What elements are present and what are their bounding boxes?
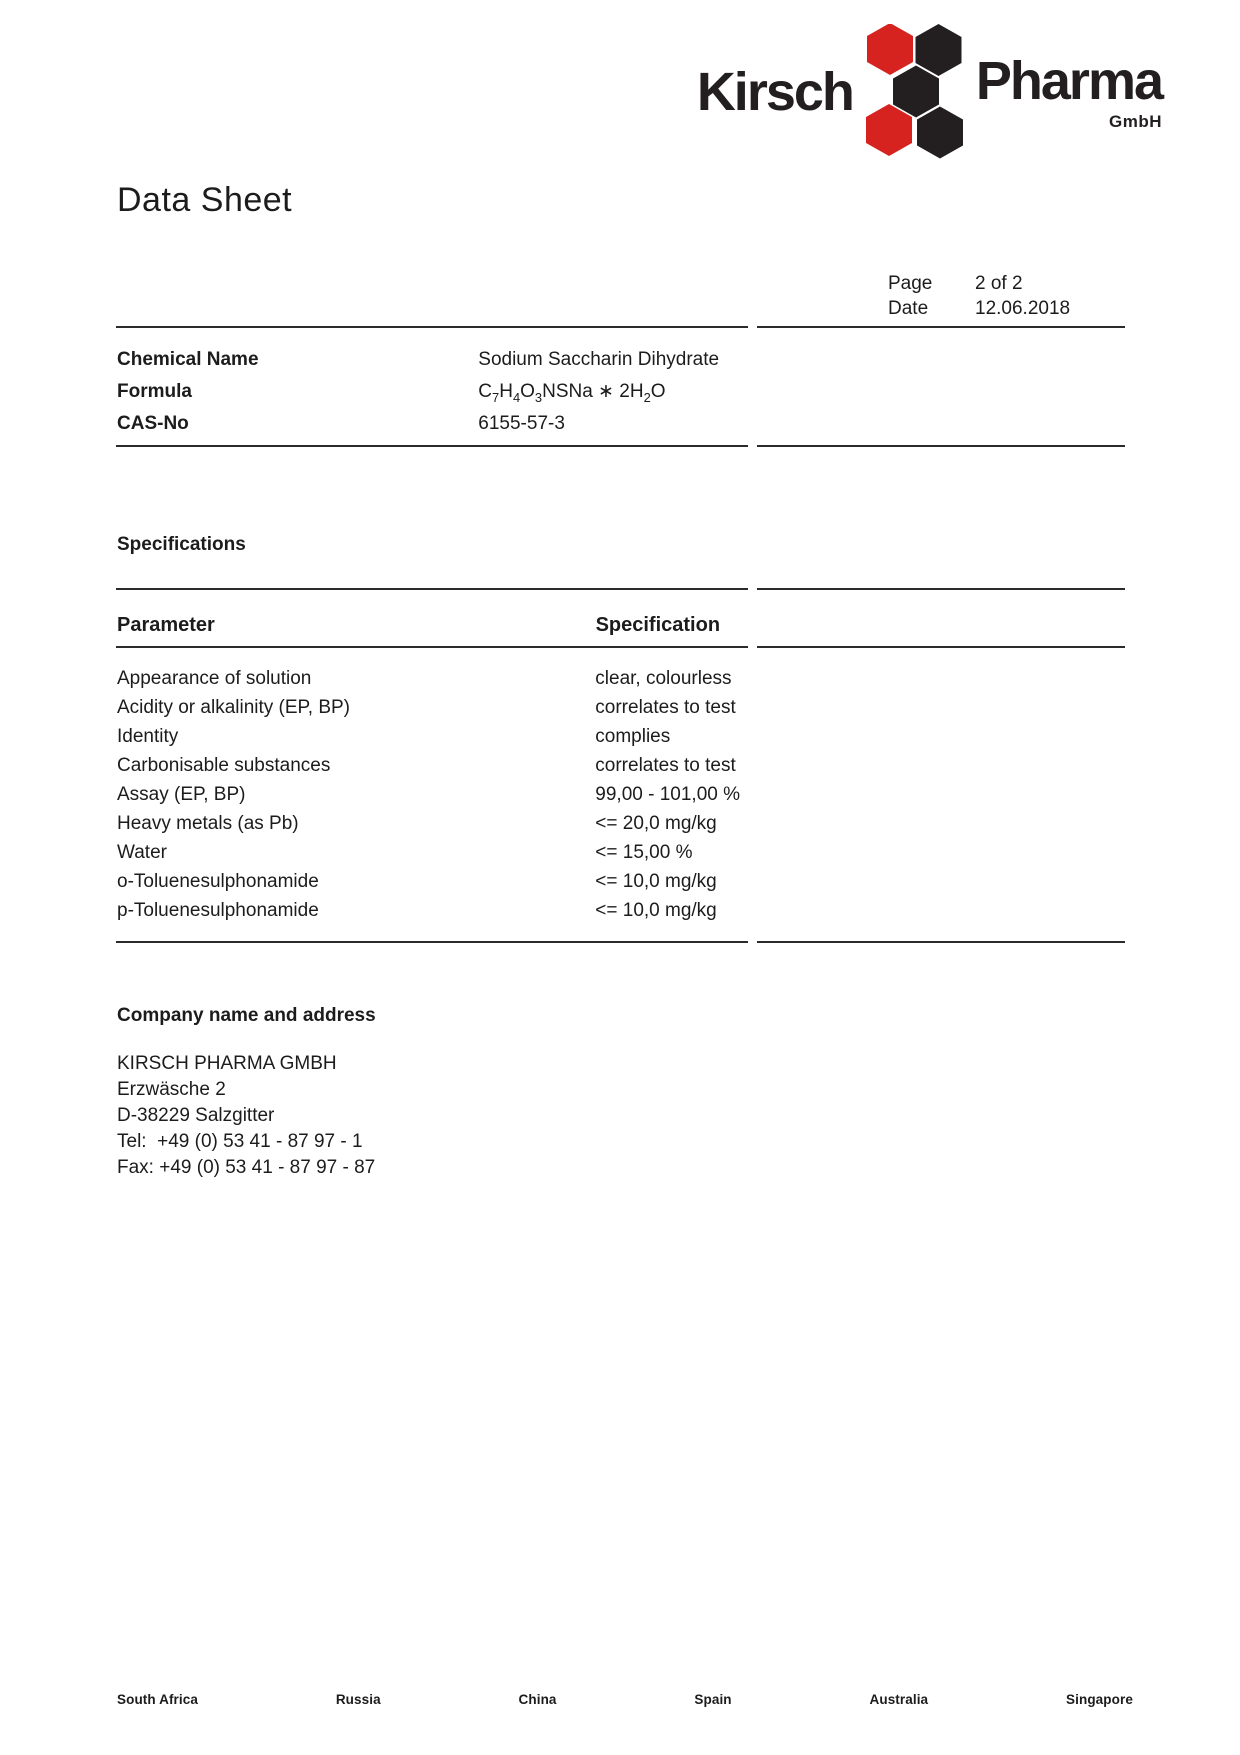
specifications-heading: Specifications	[117, 534, 246, 555]
specification-cell: correlates to test	[595, 755, 736, 776]
parameter-cell: Acidity or alkalinity (EP, BP)	[117, 697, 351, 718]
date-value: 12.06.2018	[975, 298, 1071, 319]
parameter-cell: o-Toluenesulphonamide	[117, 871, 319, 892]
formula-value: $C_7H_4O_3NSNa$ ∗ $2H_2O$	[478, 381, 666, 405]
header-divider-right	[757, 326, 1125, 328]
table-row	[117, 900, 1125, 922]
table-row	[117, 871, 1125, 893]
cas-no-label: CAS-No	[117, 413, 189, 434]
table-top-divider-left	[116, 588, 748, 590]
page-meta-block	[888, 271, 1070, 321]
table-header-divider-left	[116, 646, 748, 648]
table-row	[117, 784, 1125, 806]
chemical-divider-right	[757, 445, 1125, 447]
logo-pharma-block	[975, 50, 1162, 131]
table-row	[117, 697, 1125, 719]
hexagon-black-top-right	[915, 24, 961, 76]
parameter-cell: Assay (EP, BP)	[117, 784, 246, 805]
page-meta-row	[888, 271, 1070, 296]
logo-pharma-wordmark: Pharma	[975, 50, 1162, 111]
logo-gmbh-label: GmbH	[1109, 111, 1162, 131]
company-name-line: KIRSCH PHARMA GMBH	[117, 1053, 337, 1074]
footer-country: China	[518, 1692, 557, 1707]
footer-countries	[117, 1692, 1133, 1707]
company-address-block	[117, 1051, 375, 1181]
footer-country: Singapore	[1066, 1692, 1133, 1707]
specification-cell: 99,00 - 101,00 %	[595, 784, 740, 805]
table-row	[117, 726, 1125, 748]
cas-no-row	[117, 413, 1125, 435]
specification-cell: <= 20,0 mg/kg	[595, 813, 717, 834]
footer-country: South Africa	[117, 1692, 198, 1707]
kirsch-pharma-logo	[697, 24, 1162, 159]
tel-line: Tel: +49 (0) 53 41 - 87 97 - 1	[117, 1131, 363, 1152]
parameter-cell: Carbonisable substances	[117, 755, 331, 776]
column-header-specification: Specification	[595, 614, 721, 636]
page-label: Page	[888, 273, 933, 294]
hexagon-cluster-icon	[863, 24, 966, 159]
specification-cell: <= 10,0 mg/kg	[595, 900, 717, 921]
table-top-divider-right	[757, 588, 1125, 590]
city-line: D-38229 Salzgitter	[117, 1105, 275, 1126]
table-bottom-divider-left	[116, 941, 748, 943]
street-line: Erzwäsche 2	[117, 1079, 226, 1100]
specification-cell: clear, colourless	[595, 668, 732, 689]
chemical-name-label: Chemical Name	[117, 349, 259, 370]
table-bottom-divider-right	[757, 941, 1125, 943]
footer-country: Russia	[335, 1692, 381, 1707]
footer-country: Spain	[694, 1692, 732, 1707]
chemical-divider-left	[116, 445, 748, 447]
date-meta-row	[888, 296, 1070, 321]
parameter-cell: p-Toluenesulphonamide	[117, 900, 319, 921]
formula-row	[117, 381, 1125, 403]
chemical-name-value: Sodium Saccharin Dihydrate	[478, 349, 720, 370]
hexagon-black-middle	[893, 66, 939, 118]
logo-kirsch-wordmark: Kirsch	[696, 61, 853, 122]
fax-line: Fax: +49 (0) 53 41 - 87 97 - 87	[117, 1157, 376, 1178]
date-label: Date	[888, 298, 929, 319]
hexagon-black-bottom-right	[917, 107, 963, 159]
specification-cell: <= 10,0 mg/kg	[595, 871, 717, 892]
table-header-divider-right	[757, 646, 1125, 648]
parameter-cell: Heavy metals (as Pb)	[117, 813, 299, 834]
hexagon-red-top-left	[867, 24, 913, 75]
specification-cell: complies	[595, 726, 671, 747]
formula-label: Formula	[117, 381, 192, 402]
specification-cell: correlates to test	[595, 697, 736, 718]
chemical-name-row	[117, 349, 1125, 371]
page-title: Data Sheet	[117, 181, 293, 219]
parameter-cell: Water	[117, 842, 167, 863]
specification-cell: <= 15,00 %	[595, 842, 693, 863]
hexagon-red-bottom-left	[866, 104, 912, 156]
table-row	[117, 755, 1125, 777]
cas-no-value: 6155-57-3	[478, 413, 565, 434]
footer-country: Australia	[869, 1692, 929, 1707]
parameter-cell: Appearance of solution	[117, 668, 312, 689]
page-value: 2 of 2	[975, 273, 1023, 294]
table-row	[117, 813, 1125, 835]
table-row	[117, 842, 1125, 864]
table-row	[117, 668, 1125, 690]
company-heading: Company name and address	[117, 1005, 376, 1026]
table-header-row	[117, 614, 1125, 637]
column-header-parameter: Parameter	[117, 614, 215, 636]
header-divider-left	[116, 326, 748, 328]
parameter-cell: Identity	[117, 726, 179, 747]
